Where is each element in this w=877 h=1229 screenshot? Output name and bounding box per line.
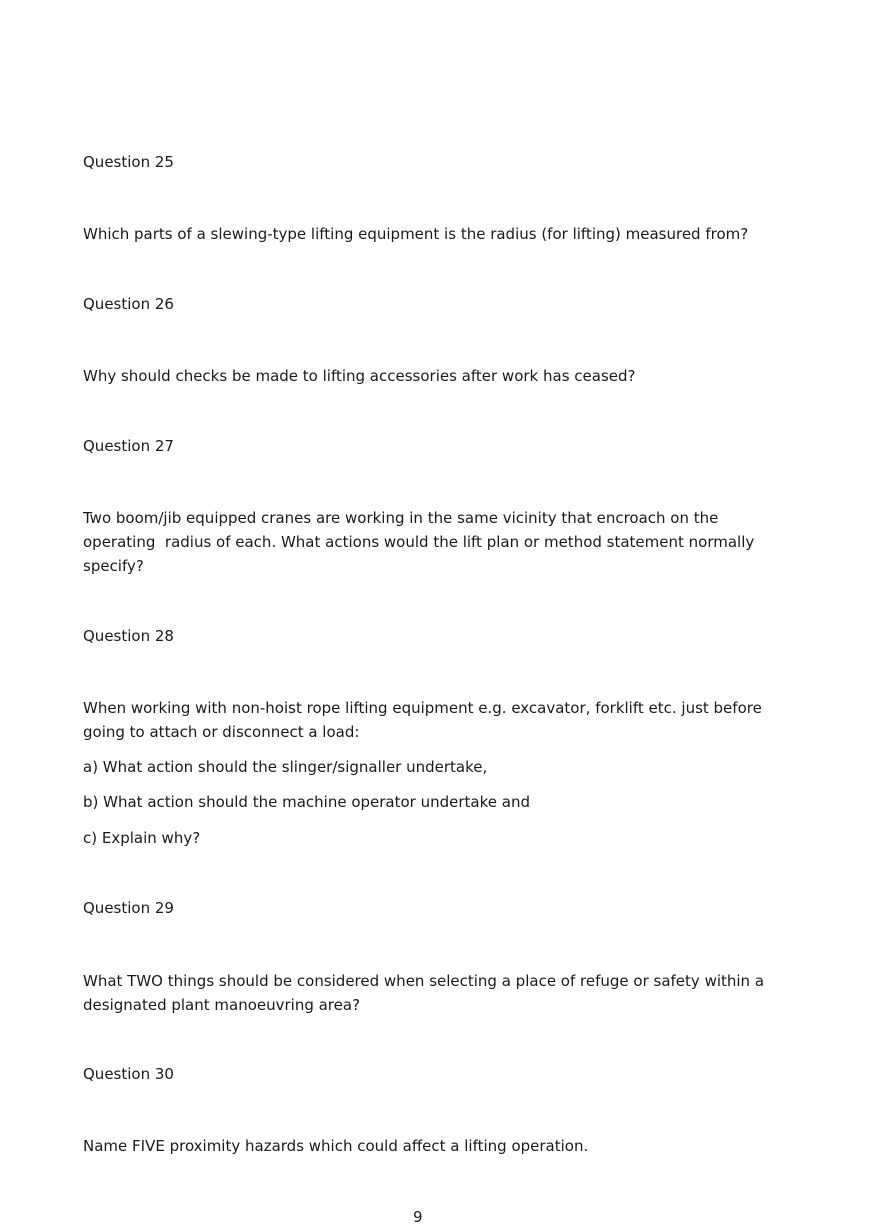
- question-heading: [83, 292, 763, 316]
- question-heading-text: Question 26: [83, 295, 174, 313]
- question-text: [83, 696, 763, 744]
- question-text-line: Which parts of a slewing-type lifting equipment is the radius (for lifting) measured from?: [83, 225, 749, 243]
- question-text-line: operating radius of each. What actions would the lift plan or method statement normally: [83, 533, 755, 551]
- question-text: [83, 506, 763, 578]
- question-text-line: When working with non-hoist rope lifting equipment e.g. excavator, forklift etc. just before: [83, 699, 762, 717]
- question-text-line: Two boom/jib equipped cranes are working in the same vicinity that encroach on the: [83, 509, 719, 527]
- question-sub-item: [83, 755, 763, 779]
- question-text-line: What TWO things should be considered when selecting a place of refuge or safety within a: [83, 972, 765, 990]
- question-text-line: Name FIVE proximity hazards which could affect a lifting operation.: [83, 1137, 589, 1155]
- question-heading-text: Question 29: [83, 899, 174, 917]
- sub-item-text: b) What action should the machine operator undertake and: [83, 793, 530, 811]
- question-sub-item: [83, 790, 763, 814]
- question-text-line: designated plant manoeuvring area?: [83, 996, 361, 1014]
- sub-item-text: a) What action should the slinger/signaller undertake,: [83, 758, 488, 776]
- question-heading: [83, 896, 763, 920]
- question-text-line: specify?: [83, 557, 144, 575]
- question-heading: [83, 1062, 763, 1086]
- question-heading-text: Question 28: [83, 627, 174, 645]
- question-heading-text: Question 30: [83, 1065, 174, 1083]
- sub-item-text: c) Explain why?: [83, 829, 201, 847]
- question-heading: [83, 150, 763, 174]
- question-heading-text: Question 27: [83, 437, 174, 455]
- question-heading-text: Question 25: [83, 153, 174, 171]
- question-text-line: Why should checks be made to lifting accessories after work has ceased?: [83, 367, 636, 385]
- question-heading: [83, 624, 763, 648]
- question-text: [83, 1134, 763, 1158]
- question-text: [83, 222, 763, 246]
- page-number: 9: [413, 1208, 423, 1226]
- question-text: [83, 364, 763, 388]
- question-text-line: going to attach or disconnect a load:: [83, 723, 360, 741]
- question-text: [83, 969, 763, 1017]
- question-sub-item: [83, 826, 763, 850]
- question-heading: [83, 434, 763, 458]
